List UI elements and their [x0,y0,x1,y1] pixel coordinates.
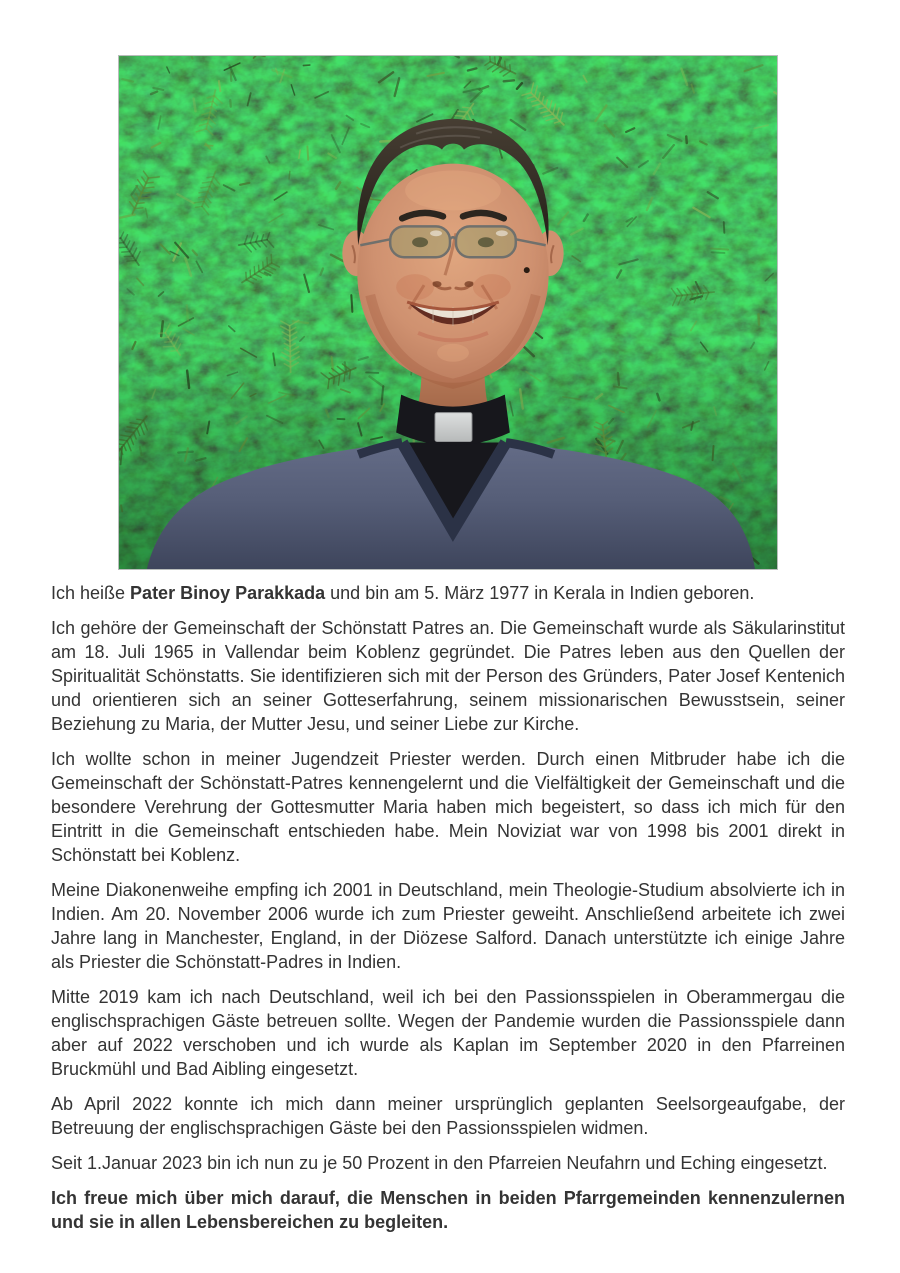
paragraph [51,747,845,867]
text-line: aber auf 2022 verschoben und ich wurde als Kaplan im September 2020 in den Pfarreinen [51,1035,845,1055]
text-line: Ab April 2022 konnte ich mich dann meiner ursprünglich geplanten Seelsorgeaufgabe, der [51,1094,845,1114]
text-line: Ich heiße Pater Binoy Parakkada und bin am 5. März 1977 in Kerala in Indien geboren. [51,583,755,603]
text-line: Ich wollte schon in meiner Jugendzeit Priester werden. Durch einen Mitbruder habe ich die [51,749,845,769]
paragraph [51,1151,845,1175]
mole [524,267,530,273]
text-line: Beziehung zu Maria, der Mutter Jesu, und seiner Liebe zur Kirche. [51,714,580,734]
collar-tab [435,413,472,442]
paragraph [51,581,845,605]
text-line: Schönstatt bei Koblenz. [51,845,241,865]
text-line: Meine Diakonenweihe empfing ich 2001 in Deutschland, mein Theologie-Studium absolvierte ich in [51,880,845,900]
portrait-photo [118,55,778,570]
text-line: und sie in allen Lebensbereichen zu begleiten. [51,1212,449,1232]
text-line: Ich gehöre der Gemeinschaft der Schönstatt Patres an. Die Gemeinschaft wurde als Säkularinstitut [51,618,845,638]
text-line: Jahre lang in Manchester, England, in der Diözese Salford. Danach unterstützte ich einige Jahre [51,928,845,948]
text-line: als Priester die Schönstatt-Padres in Indien. [51,952,402,972]
paragraph [51,985,845,1081]
text-line: Eintritt in die Gemeinschaft entschieden habe. Mein Noviziat war von 1998 bis 2001 direkt in [51,821,845,841]
paragraph [51,1186,845,1234]
text-line: und orientieren sich an seiner Gotteserfahrung, seinem missionarischen Bewusstsein, seiner [51,690,845,710]
text-line: besondere Verehrung der Gottesmutter Maria haben mich begeistert, so dass ich mich für den [51,797,845,817]
text-line: Betreuung der englischsprachigen Gäste bei den Passionsspielen widmen. [51,1118,649,1138]
paragraph [51,878,845,974]
text-line: Ich freue mich über mich darauf, die Menschen in beiden Pfarrgemeinden kennenzulernen [51,1188,845,1208]
text-line: Spiritualität Schönstatts. Sie identifizieren sich mit der Person des Gründers, Pater Josef Kentenich [51,666,845,686]
text-line: englischsprachigen Gäste betreuen sollte. Wegen der Pandemie wurden die Passionsspiele dann [51,1011,845,1031]
text-line: Mitte 2019 kam ich nach Deutschland, weil ich bei den Passionsspielen in Oberammergau die [51,987,845,1007]
biography-text [51,581,845,1245]
text-line: Bruckmühl und Bad Aibling eingesetzt. [51,1059,359,1079]
portrait-photo-illustration [119,56,777,569]
paragraph [51,1092,845,1140]
text-line: Indien. Am 20. November 2006 wurde ich zum Priester geweiht. Anschließend arbeitete ich zwei [51,904,845,924]
paragraph [51,616,845,736]
text-line: am 18. Juli 1965 in Vallendar beim Koblenz gegründet. Die Patres leben aus den Quellen der [51,642,845,662]
text-line: Seit 1.Januar 2023 bin ich nun zu je 50 Prozent in den Pfarreien Neufahrn und Eching eingesetzt. [51,1153,828,1173]
text-line: Gemeinschaft der Schönstatt-Patres kennengelernt und die Vielfältigkeit der Gemeinschaft und die [51,773,845,793]
